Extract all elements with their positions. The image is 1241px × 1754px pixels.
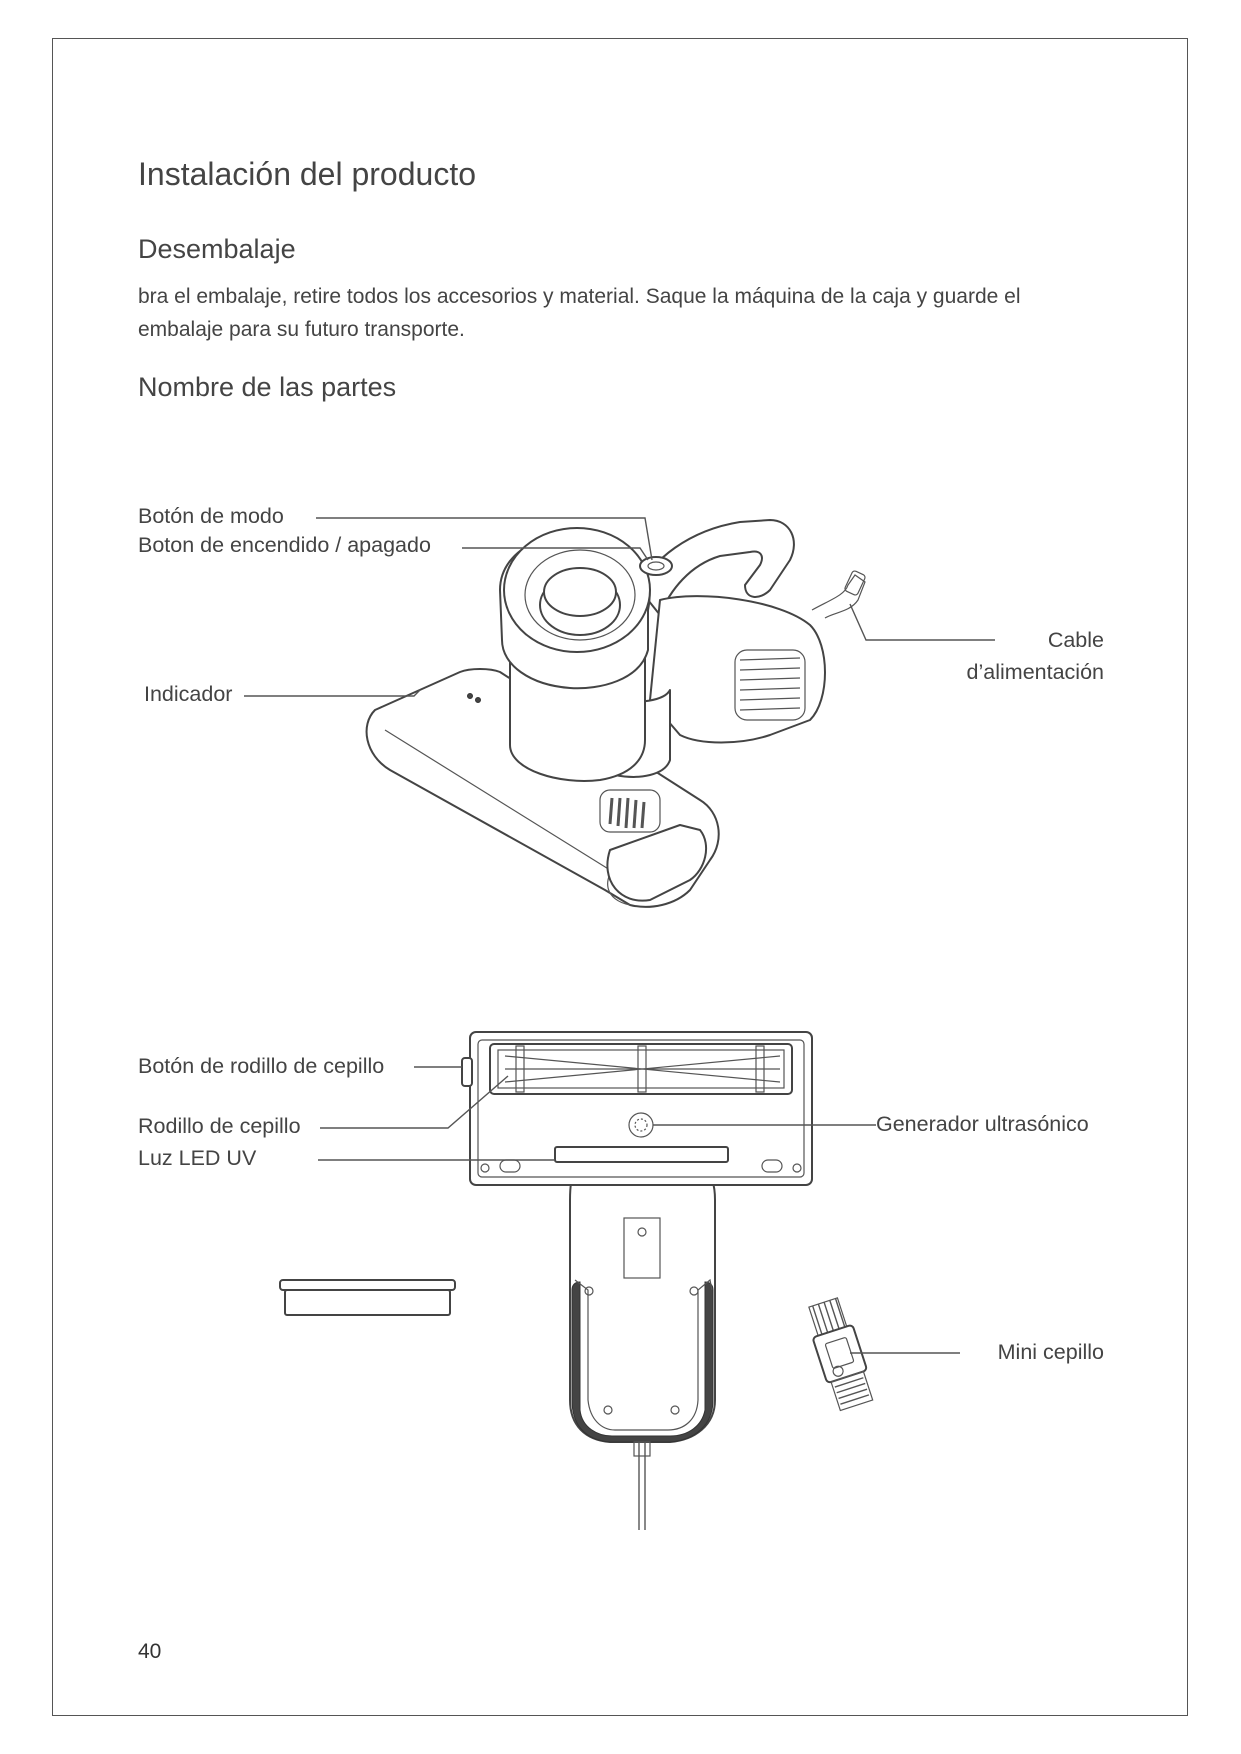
label-mini-brush: Mini cepillo	[997, 1340, 1104, 1364]
label-power-cable-line1: Cable	[1047, 628, 1104, 652]
unpacking-heading: Desembalaje	[138, 234, 296, 264]
vacuum-top-view-drawing	[367, 520, 866, 907]
label-uv-led: Luz LED UV	[138, 1146, 257, 1170]
mini-brush-drawing	[803, 1296, 876, 1412]
label-mode-button: Botón de modo	[138, 504, 284, 528]
page-number: 40	[138, 1640, 162, 1663]
filter-accessory-drawing	[280, 1280, 455, 1315]
label-brush-roller-button: Botón de rodillo de cepillo	[138, 1054, 385, 1078]
vacuum-bottom-view-drawing	[462, 1032, 812, 1530]
label-power-button: Boton de encendido / apagado	[138, 533, 431, 557]
label-brush-roller: Rodillo de cepillo	[138, 1114, 301, 1138]
label-ultrasonic-generator: Generador ultrasónico	[876, 1112, 1089, 1136]
parts-heading: Nombre de las partes	[138, 372, 397, 402]
page-title: Instalación del producto	[138, 156, 476, 192]
label-power-cable-line2: d’alimentación	[966, 660, 1104, 684]
label-indicator: Indicador	[144, 682, 233, 706]
unpacking-text: bra el embalaje, retire todos los accesorios y material. Saque la máquina de la caja y guarde el embalaje para su futuro transporte.	[138, 285, 1021, 341]
mode-button-drawing	[640, 557, 672, 575]
